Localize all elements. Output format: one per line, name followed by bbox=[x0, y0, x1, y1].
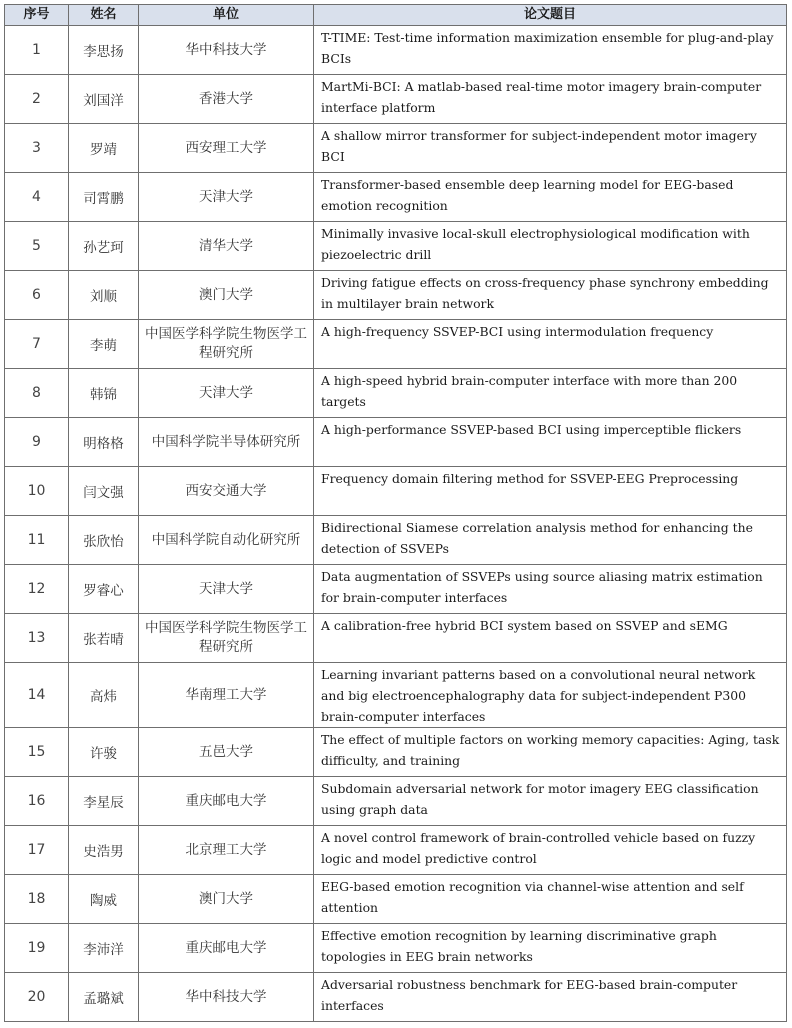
table-row bbox=[5, 369, 787, 418]
row-num-cell: 6 bbox=[5, 271, 69, 320]
row-num-cell: 8 bbox=[5, 369, 69, 418]
row-title-cell: EEG-based emotion recognition via channel-wise attention and self attention bbox=[314, 875, 787, 924]
table-row bbox=[5, 418, 787, 467]
row-title-cell: Adversarial robustness benchmark for EEG-based brain-computer interfaces bbox=[314, 973, 787, 1022]
table-row bbox=[5, 173, 787, 222]
table-row bbox=[5, 271, 787, 320]
header-unit: 单位 bbox=[139, 5, 314, 26]
row-unit-cell: 清华大学 bbox=[139, 222, 314, 271]
row-num-cell: 4 bbox=[5, 173, 69, 222]
row-name-cell: 李萌 bbox=[69, 320, 139, 369]
row-name-cell: 闫文强 bbox=[69, 467, 139, 516]
row-unit-cell: 重庆邮电大学 bbox=[139, 777, 314, 826]
row-num-cell: 2 bbox=[5, 75, 69, 124]
row-num-cell: 5 bbox=[5, 222, 69, 271]
row-title-cell: MartMi-BCI: A matlab-based real-time motor imagery brain-computer interface platform bbox=[314, 75, 787, 124]
row-title-cell: T-TIME: Test-time information maximization ensemble for plug-and-play BCIs bbox=[314, 26, 787, 75]
table-row bbox=[5, 614, 787, 663]
row-num-cell: 3 bbox=[5, 124, 69, 173]
header-name: 姓名 bbox=[69, 5, 139, 26]
row-unit-cell: 中国医学科学院生物医学工程研究所 bbox=[139, 320, 314, 369]
row-name-cell: 史浩男 bbox=[69, 826, 139, 875]
header-title: 论文题目 bbox=[314, 5, 787, 26]
row-title-cell: A novel control framework of brain-controlled vehicle based on fuzzy logic and model predictive control bbox=[314, 826, 787, 875]
row-num-cell: 15 bbox=[5, 728, 69, 777]
row-title-cell: Bidirectional Siamese correlation analysis method for enhancing the detection of SSVEPs bbox=[314, 516, 787, 565]
table-row bbox=[5, 875, 787, 924]
row-name-cell: 罗睿心 bbox=[69, 565, 139, 614]
row-title-cell: Minimally invasive local-skull electrophysiological modification with piezoelectric drill bbox=[314, 222, 787, 271]
table-row bbox=[5, 728, 787, 777]
row-unit-cell: 天津大学 bbox=[139, 565, 314, 614]
row-unit-cell: 西安交通大学 bbox=[139, 467, 314, 516]
row-title-cell: Learning invariant patterns based on a convolutional neural network and big electroencephalography data for subject-independent P300 brain-computer interfaces bbox=[314, 663, 787, 728]
row-num-cell: 12 bbox=[5, 565, 69, 614]
row-title-cell: A high-speed hybrid brain-computer interface with more than 200 targets bbox=[314, 369, 787, 418]
row-num-cell: 17 bbox=[5, 826, 69, 875]
header-row bbox=[5, 5, 787, 26]
row-title-cell: Driving fatigue effects on cross-frequency phase synchrony embedding in multilayer brain network bbox=[314, 271, 787, 320]
row-num-cell: 19 bbox=[5, 924, 69, 973]
row-num-cell: 18 bbox=[5, 875, 69, 924]
row-name-cell: 许骏 bbox=[69, 728, 139, 777]
row-name-cell: 李思扬 bbox=[69, 26, 139, 75]
row-unit-cell: 香港大学 bbox=[139, 75, 314, 124]
row-name-cell: 李星辰 bbox=[69, 777, 139, 826]
row-num-cell: 16 bbox=[5, 777, 69, 826]
row-title-cell: The effect of multiple factors on working memory capacities: Aging, task difficulty, and training bbox=[314, 728, 787, 777]
table-body bbox=[5, 26, 787, 1022]
table-row bbox=[5, 124, 787, 173]
row-unit-cell: 西安理工大学 bbox=[139, 124, 314, 173]
table-row bbox=[5, 467, 787, 516]
row-name-cell: 罗靖 bbox=[69, 124, 139, 173]
table-row bbox=[5, 924, 787, 973]
row-unit-cell: 华中科技大学 bbox=[139, 26, 314, 75]
row-num-cell: 1 bbox=[5, 26, 69, 75]
table-row bbox=[5, 826, 787, 875]
row-unit-cell: 华中科技大学 bbox=[139, 973, 314, 1022]
table-row bbox=[5, 973, 787, 1022]
row-title-cell: A high-frequency SSVEP-BCI using intermodulation frequency bbox=[314, 320, 787, 369]
table-row bbox=[5, 320, 787, 369]
row-unit-cell: 澳门大学 bbox=[139, 875, 314, 924]
row-name-cell: 孟璐斌 bbox=[69, 973, 139, 1022]
row-num-cell: 11 bbox=[5, 516, 69, 565]
row-num-cell: 13 bbox=[5, 614, 69, 663]
row-name-cell: 刘顺 bbox=[69, 271, 139, 320]
row-title-cell: A shallow mirror transformer for subject-independent motor imagery BCI bbox=[314, 124, 787, 173]
row-name-cell: 司霄鹏 bbox=[69, 173, 139, 222]
row-title-cell: A calibration-free hybrid BCI system based on SSVEP and sEMG bbox=[314, 614, 787, 663]
row-unit-cell: 中国科学院自动化研究所 bbox=[139, 516, 314, 565]
row-unit-cell: 天津大学 bbox=[139, 173, 314, 222]
row-unit-cell: 五邑大学 bbox=[139, 728, 314, 777]
header-num: 序号 bbox=[5, 5, 69, 26]
row-unit-cell: 华南理工大学 bbox=[139, 663, 314, 728]
table-row bbox=[5, 663, 787, 728]
row-title-cell: Frequency domain filtering method for SSVEP-EEG Preprocessing bbox=[314, 467, 787, 516]
row-name-cell: 张欣怡 bbox=[69, 516, 139, 565]
row-name-cell: 高炜 bbox=[69, 663, 139, 728]
row-unit-cell: 中国医学科学院生物医学工程研究所 bbox=[139, 614, 314, 663]
row-name-cell: 刘国洋 bbox=[69, 75, 139, 124]
row-unit-cell: 天津大学 bbox=[139, 369, 314, 418]
paper-list-table bbox=[4, 4, 787, 1022]
row-name-cell: 陶威 bbox=[69, 875, 139, 924]
row-unit-cell: 重庆邮电大学 bbox=[139, 924, 314, 973]
row-num-cell: 20 bbox=[5, 973, 69, 1022]
row-title-cell: Subdomain adversarial network for motor imagery EEG classification using graph data bbox=[314, 777, 787, 826]
table-row bbox=[5, 75, 787, 124]
row-unit-cell: 北京理工大学 bbox=[139, 826, 314, 875]
row-name-cell: 李沛洋 bbox=[69, 924, 139, 973]
table-row bbox=[5, 777, 787, 826]
row-num-cell: 14 bbox=[5, 663, 69, 728]
row-num-cell: 10 bbox=[5, 467, 69, 516]
row-title-cell: Data augmentation of SSVEPs using source aliasing matrix estimation for brain-computer interfaces bbox=[314, 565, 787, 614]
table-row bbox=[5, 565, 787, 614]
row-num-cell: 7 bbox=[5, 320, 69, 369]
row-unit-cell: 澳门大学 bbox=[139, 271, 314, 320]
row-name-cell: 孙艺珂 bbox=[69, 222, 139, 271]
row-title-cell: A high-performance SSVEP-based BCI using imperceptible flickers bbox=[314, 418, 787, 467]
table-row bbox=[5, 26, 787, 75]
table-row bbox=[5, 222, 787, 271]
row-unit-cell: 中国科学院半导体研究所 bbox=[139, 418, 314, 467]
row-name-cell: 张若晴 bbox=[69, 614, 139, 663]
row-num-cell: 9 bbox=[5, 418, 69, 467]
row-title-cell: Effective emotion recognition by learning discriminative graph topologies in EEG brain networks bbox=[314, 924, 787, 973]
row-name-cell: 韩锦 bbox=[69, 369, 139, 418]
row-name-cell: 明格格 bbox=[69, 418, 139, 467]
table-row bbox=[5, 516, 787, 565]
row-title-cell: Transformer-based ensemble deep learning model for EEG-based emotion recognition bbox=[314, 173, 787, 222]
